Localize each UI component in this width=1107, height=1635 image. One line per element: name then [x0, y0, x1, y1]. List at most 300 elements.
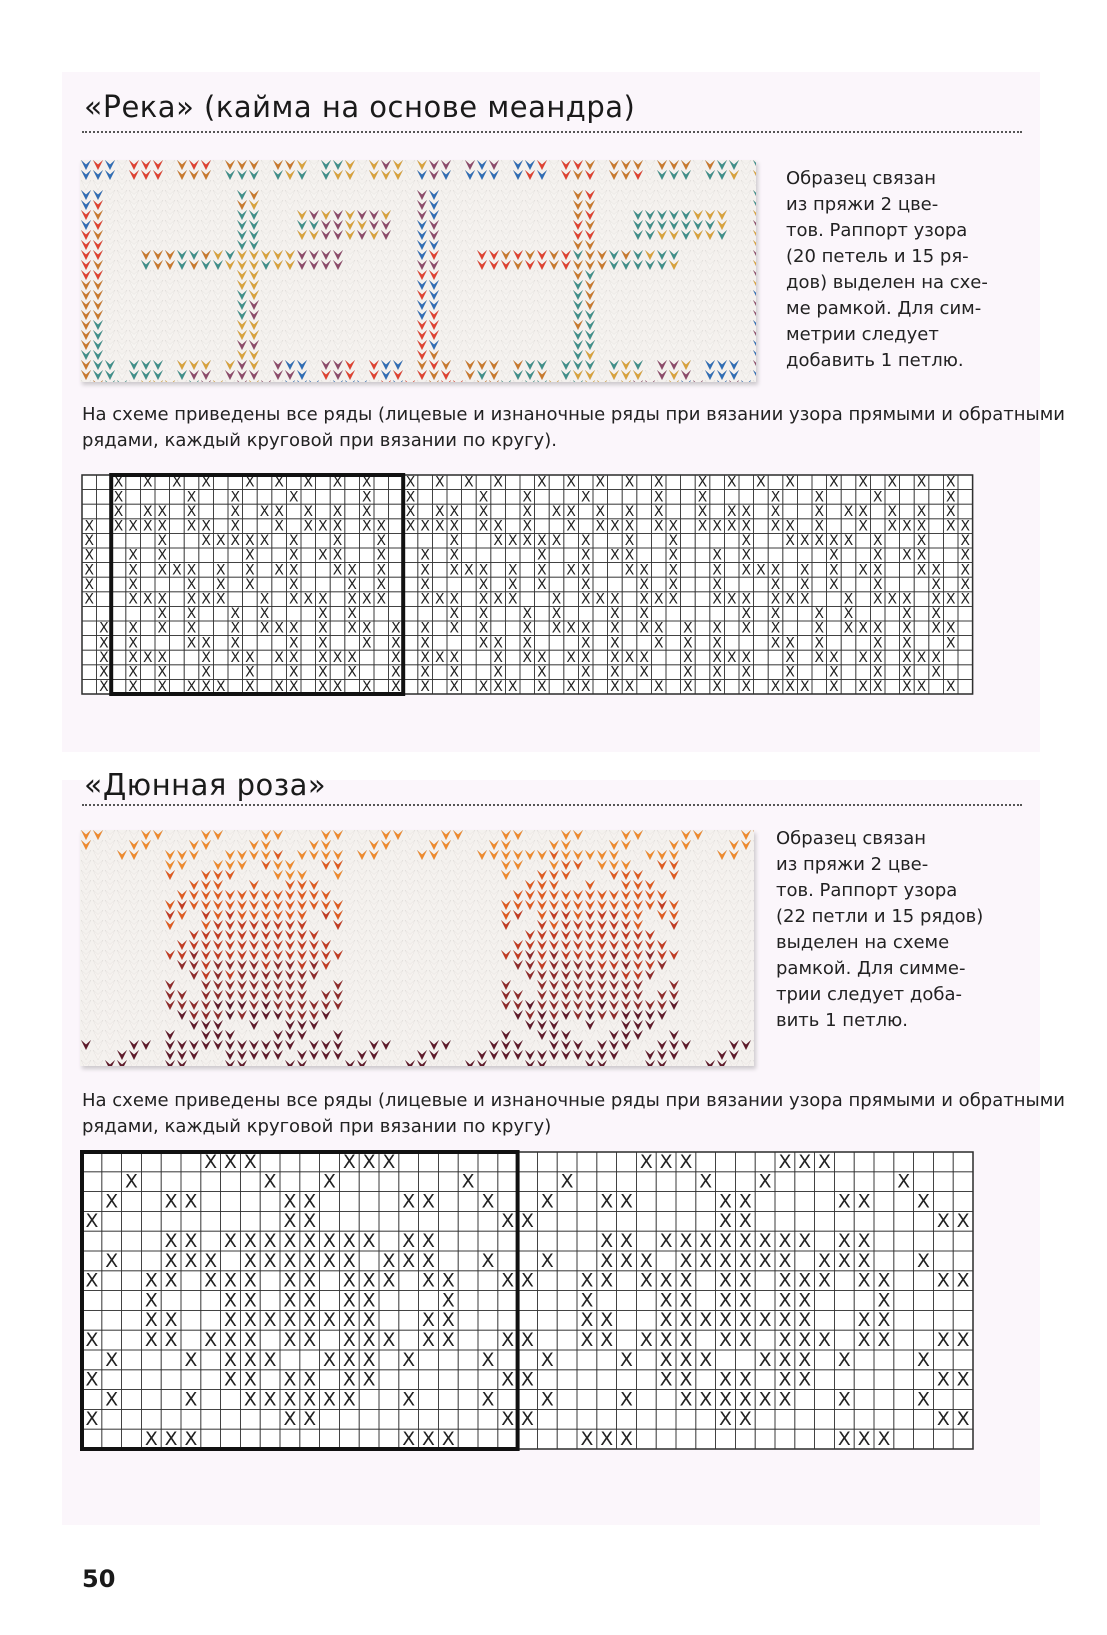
chart-stitch-mark: X	[668, 518, 679, 535]
chart-stitch-mark: X	[843, 533, 854, 550]
description-line: (20 петель и 15 ря-	[786, 246, 969, 267]
chart-stitch-mark: X	[332, 679, 343, 696]
chart-stitch-mark: X	[361, 503, 372, 520]
chart-stitch-mark: X	[318, 606, 328, 623]
chart-stitch-mark: X	[164, 1310, 178, 1332]
chart-stitch-mark: X	[679, 1349, 693, 1371]
title-rest: юнная роза»	[126, 768, 327, 802]
chart-stitch-mark: X	[738, 1250, 752, 1272]
chart-stitch-mark: X	[741, 503, 752, 520]
chart-stitch-mark: X	[537, 474, 547, 491]
chart-stitch-mark: X	[164, 1429, 178, 1451]
chart-stitch-mark: X	[551, 533, 562, 550]
chart-stitch-mark: X	[342, 1349, 356, 1371]
chart-stitch-mark: X	[303, 518, 314, 535]
chart-stitch-mark: X	[719, 1330, 732, 1352]
chart-stitch-mark: X	[243, 1151, 257, 1173]
chart-stitch-mark: X	[872, 591, 883, 608]
chart-stitch-mark: X	[501, 1211, 515, 1233]
chart-stitch-mark: X	[936, 1270, 950, 1292]
chart-stitch-mark: X	[726, 591, 737, 608]
chart-stitch-mark: X	[230, 635, 241, 652]
chart-stitch-mark: X	[595, 518, 606, 535]
chart-stitch-mark: X	[741, 518, 752, 535]
chart-stitch-mark: X	[877, 1330, 891, 1352]
chart-stitch-mark: X	[493, 664, 503, 681]
chart-stitch-mark: X	[778, 1250, 792, 1272]
chart-stitch-mark: X	[288, 664, 299, 681]
chart-stitch-mark: X	[215, 562, 226, 579]
chart-stitch-mark: X	[157, 620, 168, 637]
chart-stitch-mark: X	[434, 591, 445, 608]
chart-stitch-mark: X	[283, 1231, 297, 1253]
chart-stitch-mark: X	[741, 649, 752, 666]
chart-stitch-mark: X	[726, 474, 737, 491]
chart-stitch-mark: X	[342, 1310, 356, 1332]
chart-stitch-mark: X	[105, 1389, 119, 1411]
chart-stitch-mark: X	[201, 649, 211, 666]
chart-stitch-mark: X	[376, 562, 387, 579]
chart-stitch-mark: X	[224, 1290, 237, 1312]
chart-stitch-mark: X	[668, 591, 679, 608]
chart-stitch-mark: X	[521, 1409, 534, 1431]
chart-stitch-mark: X	[164, 1270, 178, 1292]
chart-stitch-mark: X	[857, 1250, 871, 1272]
chart-stitch-mark: X	[478, 606, 489, 623]
chart-stitch-mark: X	[580, 591, 591, 608]
chart-stitch-mark: X	[493, 474, 503, 491]
chart-stitch-mark: X	[99, 635, 109, 652]
pattern-panel-river	[62, 72, 1065, 752]
chart-stitch-mark: X	[376, 533, 387, 550]
chart-stitch-mark: X	[857, 1270, 871, 1292]
chart-stitch-mark: X	[157, 503, 168, 520]
chart-stitch-mark: X	[144, 1330, 158, 1352]
chart-stitch-mark: X	[858, 518, 868, 535]
chart-stitch-mark: X	[493, 518, 503, 535]
chart-stitch-mark: X	[85, 1330, 99, 1352]
chart-stitch-mark: X	[128, 649, 138, 666]
chart-stitch-mark: X	[798, 1369, 812, 1391]
chart-stitch-mark: X	[843, 503, 854, 520]
chart-stitch-mark: X	[318, 620, 328, 637]
chart-stitch-mark: X	[610, 664, 620, 681]
chart-stitch-mark: X	[580, 562, 591, 579]
chart-stitch-mark: X	[726, 649, 737, 666]
chart-stitch-mark: X	[464, 562, 474, 579]
chart-stitch-mark: X	[785, 649, 795, 666]
chart-stitch-mark: X	[303, 474, 314, 491]
description-line: тов. Раппорт узора	[786, 220, 968, 241]
chart-stitch-mark: X	[361, 518, 372, 535]
chart-stitch-mark: X	[422, 1231, 435, 1253]
chart-stitch-mark: X	[945, 518, 956, 535]
chart-stitch-mark: X	[303, 1409, 317, 1431]
chart-stitch-mark: X	[224, 1310, 237, 1332]
chart-stitch-mark: X	[420, 649, 430, 666]
chart-stitch-mark: X	[719, 1211, 732, 1233]
knitting-chart-dune-rose	[80, 1150, 975, 1451]
chart-stitch-mark: X	[624, 503, 635, 520]
chart-stitch-mark: X	[580, 576, 591, 593]
chart-stitch-mark: X	[595, 474, 606, 491]
chart-stitch-mark: X	[712, 620, 722, 637]
chart-stitch-mark: X	[620, 1191, 633, 1213]
chart-stitch-mark: X	[551, 606, 562, 623]
chart-stitch-mark: X	[837, 1389, 851, 1411]
chart-stitch-mark: X	[916, 503, 927, 520]
chart-stitch-mark: X	[639, 606, 649, 623]
chart-stitch-mark: X	[128, 562, 138, 579]
chart-stitch-mark: X	[215, 533, 226, 550]
chart-stitch-mark: X	[402, 1429, 416, 1451]
chart-stitch-mark: X	[719, 1409, 732, 1431]
chart-stitch-mark: X	[362, 1369, 376, 1391]
chart-stitch-mark: X	[537, 576, 547, 593]
chart-stitch-mark: X	[580, 664, 591, 681]
description-line: трии следует доба-	[776, 984, 962, 1005]
chart-stitch-mark: X	[877, 1290, 891, 1312]
chart-stitch-mark: X	[936, 1409, 950, 1431]
chart-stitch-mark: X	[215, 576, 226, 593]
chart-stitch-mark: X	[770, 562, 781, 579]
chart-stitch-mark: X	[283, 1409, 297, 1431]
chart-stitch-mark: X	[391, 649, 401, 666]
chart-stitch-mark: X	[799, 562, 810, 579]
chart-stitch-mark: X	[798, 1349, 812, 1371]
chart-stitch-mark: X	[391, 679, 401, 696]
chart-stitch-mark: X	[144, 1310, 158, 1332]
chart-stitch-mark: X	[263, 1310, 277, 1332]
chart-stitch-mark: X	[829, 576, 839, 593]
chart-stitch-mark: X	[683, 635, 693, 652]
chart-stitch-mark: X	[659, 1330, 673, 1352]
chart-stitch-mark: X	[142, 474, 153, 491]
chart-stitch-mark: X	[566, 474, 576, 491]
chart-stitch-mark: X	[960, 533, 971, 550]
chart-stitch-mark: X	[872, 576, 883, 593]
chart-stitch-mark: X	[243, 1369, 257, 1391]
chart-stitch-mark: X	[362, 1349, 376, 1371]
chart-stitch-mark: X	[405, 518, 416, 535]
chart-stitch-mark: X	[382, 1270, 396, 1292]
chart-stitch-mark: X	[738, 1389, 752, 1411]
chart-stitch-mark: X	[507, 576, 518, 593]
chart-stitch-mark: X	[580, 1270, 594, 1292]
chart-stitch-mark: X	[726, 518, 737, 535]
chart-stitch-mark: X	[204, 1270, 218, 1292]
chart-stitch-mark: X	[902, 547, 912, 564]
chart-stitch-mark: X	[872, 649, 883, 666]
chart-stitch-mark: X	[405, 503, 416, 520]
chart-stitch-mark: X	[872, 489, 883, 506]
chart-stitch-mark: X	[332, 533, 343, 550]
chart-stitch-mark: X	[391, 620, 401, 637]
note-line: рядами, каждый круговой при вязании по кругу).	[82, 430, 557, 451]
chart-stitch-mark: X	[186, 635, 197, 652]
chart-stitch-mark: X	[84, 518, 95, 535]
chart-stitch-mark: X	[770, 518, 781, 535]
description-line: из пряжи 2 цве-	[776, 854, 929, 875]
chart-stitch-mark: X	[741, 562, 752, 579]
chart-stitch-mark: X	[128, 518, 138, 535]
chart-stitch-mark: X	[659, 1290, 673, 1312]
chart-stitch-mark: X	[144, 1429, 158, 1451]
chart-stitch-mark: X	[916, 533, 927, 550]
chart-stitch-mark: X	[142, 591, 153, 608]
chart-stitch-mark: X	[342, 1330, 356, 1352]
chart-stitch-mark: X	[441, 1290, 455, 1312]
chart-stitch-mark: X	[798, 1151, 812, 1173]
chart-stitch-mark: X	[551, 591, 562, 608]
chart-stitch-mark: X	[699, 1250, 713, 1272]
chart-stitch-mark: X	[318, 679, 328, 696]
chart-stitch-mark: X	[872, 635, 883, 652]
title-rest: ека» (кайма на основе меандра)	[121, 90, 636, 124]
chart-stitch-mark: X	[376, 518, 387, 535]
chart-stitch-mark: X	[201, 533, 211, 550]
chart-stitch-mark: X	[362, 1290, 376, 1312]
chart-stitch-mark: X	[186, 679, 197, 696]
chart-stitch-mark: X	[931, 576, 941, 593]
chart-stitch-mark: X	[770, 606, 781, 623]
chart-stitch-mark: X	[620, 1231, 633, 1253]
chart-stitch-mark: X	[376, 591, 387, 608]
chart-stitch-mark: X	[263, 1389, 277, 1411]
chart-stitch-mark: X	[201, 679, 211, 696]
chart-stitch-mark: X	[785, 474, 795, 491]
chart-stitch-mark: X	[719, 1389, 732, 1411]
chart-stitch-mark: X	[785, 518, 795, 535]
chart-stitch-mark: X	[931, 562, 941, 579]
note-line: На схеме приведены все ряды (лицевые и изнаночные ряды при вязании узора прямыми и обратными	[82, 404, 1065, 425]
chart-stitch-mark: X	[332, 474, 343, 491]
chart-stitch-mark: X	[332, 562, 343, 579]
chart-stitch-mark: X	[639, 620, 649, 637]
chart-stitch-mark: X	[872, 620, 883, 637]
chart-stitch-mark: X	[697, 518, 708, 535]
chart-stitch-mark: X	[230, 620, 241, 637]
chart-stitch-mark: X	[741, 591, 752, 608]
chart-stitch-mark: X	[507, 533, 518, 550]
chart-stitch-mark: X	[758, 1310, 772, 1332]
chart-stitch-mark: X	[624, 547, 635, 564]
chart-stitch-mark: X	[659, 1369, 673, 1391]
chart-stitch-mark: X	[318, 635, 328, 652]
chart-stitch-mark: X	[916, 562, 927, 579]
chart-stitch-mark: X	[259, 591, 270, 608]
chart-stitch-mark: X	[699, 1389, 713, 1411]
chart-stitch-mark: X	[902, 518, 912, 535]
dotted-divider	[82, 804, 1022, 806]
chart-stitch-mark: X	[758, 1349, 772, 1371]
chart-stitch-mark: X	[274, 474, 284, 491]
chart-stitch-mark: X	[283, 1310, 297, 1332]
chart-stitch-mark: X	[157, 679, 168, 696]
chart-stitch-mark: X	[99, 679, 109, 696]
chart-stitch-mark: X	[521, 1270, 534, 1292]
chart-stitch-mark: X	[580, 679, 591, 696]
chart-stitch-mark: X	[84, 576, 95, 593]
chart-stitch-mark: X	[639, 576, 649, 593]
chart-stitch-mark: X	[402, 1231, 416, 1253]
chart-stitch-mark: X	[201, 591, 211, 608]
chart-stitch-mark: X	[829, 533, 839, 550]
chart-stitch-mark: X	[785, 533, 795, 550]
chart-stitch-mark: X	[679, 1310, 693, 1332]
chart-stitch-mark: X	[274, 562, 284, 579]
chart-stitch-mark: X	[332, 649, 343, 666]
chart-stitch-mark: X	[758, 1250, 772, 1272]
chart-stitch-mark: X	[224, 1231, 237, 1253]
chart-stitch-mark: X	[99, 620, 109, 637]
chart-stitch-mark: X	[259, 606, 270, 623]
description-line: тов. Раппорт узора	[776, 880, 958, 901]
chart-stitch-mark: X	[931, 649, 941, 666]
chart-stitch-mark: X	[537, 533, 547, 550]
chart-stitch-mark: X	[342, 1270, 356, 1292]
chart-stitch-mark: X	[501, 1409, 515, 1431]
chart-stitch-mark: X	[829, 562, 839, 579]
chart-stitch-mark: X	[956, 1330, 970, 1352]
chart-stitch-mark: X	[172, 474, 182, 491]
chart-stitch-mark: X	[243, 1330, 257, 1352]
chart-stitch-mark: X	[128, 679, 138, 696]
chart-stitch-mark: X	[580, 1330, 594, 1352]
chart-stitch-mark: X	[157, 649, 168, 666]
sample-photo-dune-rose	[80, 830, 754, 1066]
chart-stitch-mark: X	[245, 679, 255, 696]
chart-stitch-mark: X	[799, 679, 810, 696]
chart-stitch-mark: X	[144, 1270, 158, 1292]
chart-stitch-mark: X	[288, 489, 299, 506]
chart-stitch-mark: X	[342, 1389, 356, 1411]
chart-stitch-mark: X	[323, 1349, 336, 1371]
knitted-sample-photo	[80, 160, 756, 382]
chart-stitch-mark: X	[422, 1429, 435, 1451]
chart-stitch-mark: X	[798, 1270, 812, 1292]
chart-stitch-mark: X	[653, 591, 664, 608]
chart-stitch-mark: X	[362, 1151, 376, 1173]
chart-stitch-mark: X	[215, 591, 226, 608]
chart-stitch-mark: X	[600, 1191, 614, 1213]
chart-stitch-mark: X	[493, 533, 503, 550]
chart-stitch-mark: X	[653, 474, 664, 491]
chart-stitch-mark: X	[956, 1270, 970, 1292]
chart-stitch-mark: X	[142, 649, 153, 666]
chart-stitch-mark: X	[478, 635, 489, 652]
chart-stitch-mark: X	[620, 1250, 633, 1272]
chart-stitch-mark: X	[653, 635, 664, 652]
chart-stitch-mark: X	[858, 649, 868, 666]
chart-stitch-mark: X	[770, 635, 781, 652]
chart-stitch-mark: X	[837, 1231, 851, 1253]
chart-stitch-mark: X	[201, 635, 211, 652]
chart-stitch-mark: X	[956, 1369, 970, 1391]
chart-stitch-mark: X	[770, 679, 781, 696]
chart-stitch-mark: X	[361, 679, 372, 696]
description-line: (22 петли и 15 рядов)	[776, 906, 984, 927]
chart-stitch-mark: X	[770, 620, 781, 637]
chart-stitch-mark: X	[493, 591, 503, 608]
chart-stitch-mark: X	[858, 679, 868, 696]
description-line: выделен на схеме	[776, 932, 950, 953]
chart-stitch-mark: X	[362, 1310, 376, 1332]
chart-stitch-mark: X	[449, 606, 460, 623]
chart-stitch-mark: X	[818, 1330, 831, 1352]
chart-stitch-mark: X	[303, 591, 314, 608]
chart-stitch-mark: X	[263, 1231, 277, 1253]
chart-stitch-mark: X	[719, 1231, 732, 1253]
chart-stitch-mark: X	[347, 649, 357, 666]
chart-stitch-mark: X	[128, 547, 138, 564]
chart-stitch-mark: X	[580, 1290, 594, 1312]
chart-stitch-mark: X	[245, 649, 255, 666]
chart-stitch-mark: X	[683, 649, 693, 666]
chart-stitch-mark: X	[785, 679, 795, 696]
chart-stitch-mark: X	[719, 1191, 732, 1213]
chart-stitch-mark: X	[113, 503, 124, 520]
chart-stitch-mark: X	[712, 679, 722, 696]
chart-stitch-mark: X	[945, 489, 956, 506]
chart-stitch-mark: X	[580, 620, 591, 637]
chart-stitch-mark: X	[738, 1409, 752, 1431]
chart-stitch-mark: X	[872, 679, 883, 696]
chart-stitch-mark: X	[785, 664, 795, 681]
chart-stitch-mark: X	[858, 562, 868, 579]
chart-stitch-mark: X	[778, 1290, 792, 1312]
chart-stitch-mark: X	[332, 503, 343, 520]
chart-stitch-mark: X	[960, 518, 971, 535]
chart-stitch-mark: X	[945, 474, 956, 491]
chart-stitch-mark: X	[600, 1250, 614, 1272]
chart-stitch-mark: X	[697, 489, 708, 506]
chart-stitch-mark: X	[537, 664, 547, 681]
pattern-description	[776, 826, 983, 1034]
chart-stitch-mark: X	[610, 635, 620, 652]
chart-stitch-mark: X	[172, 562, 182, 579]
chart-stitch-mark: X	[157, 518, 168, 535]
chart-stitch-mark: X	[332, 547, 343, 564]
knitting-chart-river	[80, 473, 975, 696]
chart-stitch-mark: X	[478, 518, 489, 535]
chart-stitch-mark: X	[814, 635, 825, 652]
chart-stitch-mark: X	[799, 533, 810, 550]
chart-stitch-mark: X	[600, 1231, 614, 1253]
chart-stitch-mark: X	[960, 562, 971, 579]
chart-stitch-mark: X	[522, 533, 533, 550]
chart-stitch-mark: X	[522, 649, 533, 666]
chart-stitch-mark: X	[464, 474, 474, 491]
chart-stitch-mark: X	[522, 489, 533, 506]
chart-stitch-mark: X	[738, 1290, 752, 1312]
note-line: рядами, каждый круговой при вязании по кругу)	[82, 1116, 552, 1137]
chart-stitch-mark: X	[283, 1211, 297, 1233]
chart-stitch-mark: X	[323, 1231, 336, 1253]
chart-stitch-mark: X	[872, 664, 883, 681]
chart-stitch-mark: X	[382, 1151, 396, 1173]
chart-stitch-mark: X	[164, 1231, 178, 1253]
chart-stitch-mark: X	[683, 664, 693, 681]
chart-stitch-mark: X	[376, 547, 387, 564]
chart-stitch-mark: X	[263, 1250, 277, 1272]
chart-stitch-mark: X	[610, 591, 620, 608]
chart-stitch-mark: X	[362, 1330, 376, 1352]
chart-stitch-mark: X	[818, 1250, 831, 1272]
chart-stitch-mark: X	[128, 591, 138, 608]
chart-stitch-mark: X	[230, 489, 241, 506]
chart-stitch-mark: X	[785, 635, 795, 652]
